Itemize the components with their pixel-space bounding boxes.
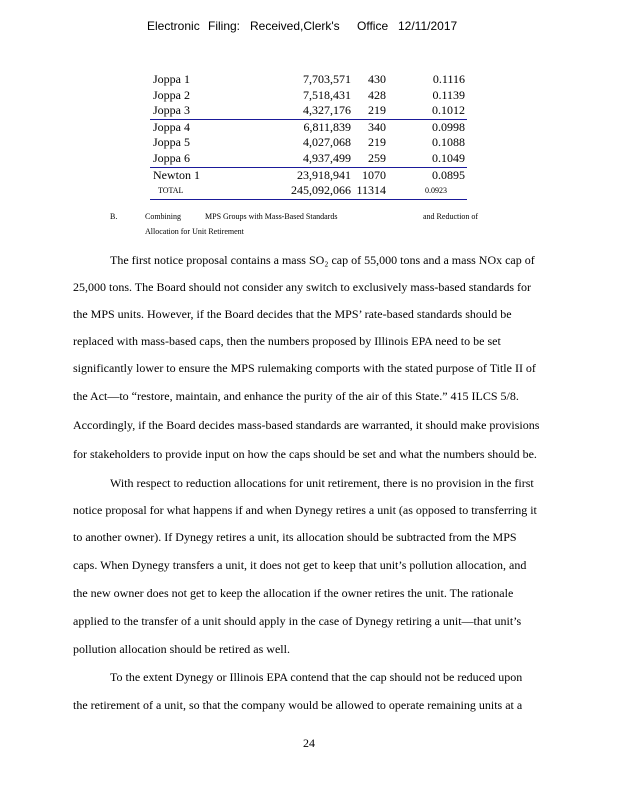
page-number: 24	[303, 736, 315, 750]
body-line: pollution allocation should be retired as well.	[73, 642, 290, 656]
header-electronic: Electronic	[147, 19, 200, 33]
table-row	[150, 103, 467, 119]
unit-name: Joppa 4	[153, 119, 190, 134]
unit-allocation-table	[150, 72, 467, 200]
unit-mw: 259	[368, 150, 386, 165]
table-row	[150, 72, 467, 88]
unit-mw: 219	[368, 103, 386, 118]
body-line: significantly lower to ensure the MPS rulemaking comports with the stated purpose of Title II of	[73, 361, 536, 375]
unit-tons: 4,937,499	[303, 150, 351, 165]
section-title-a: Combining	[145, 212, 182, 221]
body-line: To the extent Dynegy or Illinois EPA contend that the cap should not be reduced upon	[110, 670, 523, 684]
body-line: caps. When Dynegy transfers a unit, it does not get to keep that unit’s pollution allocation, and	[73, 558, 527, 572]
table-row	[150, 119, 467, 136]
unit-tons: 7,518,431	[303, 87, 351, 102]
body-line: the retirement of a unit, so that the company would be allowed to operate remaining units at a	[73, 698, 523, 712]
unit-rate: 0.1088	[432, 135, 465, 150]
body-line: notice proposal for what happens if and when Dynegy retires a unit (as opposed to transferring it	[73, 503, 537, 517]
unit-tons: 6,811,839	[303, 119, 351, 134]
table-row	[150, 151, 467, 167]
unit-tons: 4,027,068	[303, 135, 351, 150]
section-letter: B.	[110, 212, 118, 221]
body-line: for stakeholders to provide input on how the caps should be set and what the numbers should be.	[73, 447, 537, 461]
header-filing: Filing:	[208, 19, 241, 33]
body-line: replaced with mass-based caps, then the numbers proposed by Illinois EPA need to be set	[73, 334, 501, 348]
body-line: the MPS units. However, if the Board decides that the MPS’ rate-based standards should be	[73, 307, 512, 321]
header-received: Received,Clerk's	[250, 19, 340, 33]
body-line: Accordingly, if the Board decides mass-based standards are warranted, it should make provisions	[73, 418, 540, 432]
unit-mw: 430	[368, 72, 386, 86]
body-line: The first notice proposal contains a mass SO₂ cap of 55,000 tons and a mass NOx cap of	[110, 253, 535, 267]
body-line: to another owner). If Dynegy retires a unit, its allocation should be subtracted from the MPS	[73, 530, 517, 544]
body-line: the Act—to “restore, maintain, and enhance the purity of the air of this State.” 415 ILCS 5/8.	[73, 389, 519, 403]
unit-mw: 219	[368, 135, 386, 150]
unit-rate: 0.0998	[432, 119, 465, 134]
total-label: TOTAL	[158, 186, 184, 196]
unit-rate: 0.1049	[432, 150, 465, 165]
unit-mw: 428	[368, 87, 386, 102]
body-line: applied to the transfer of a unit should apply in the case of Dynegy retiring a unit—that unit’s	[73, 614, 522, 628]
header-date: 12/11/2017	[398, 19, 458, 33]
section-title-b: MPS Groups with Mass-Based Standards	[205, 212, 338, 221]
table-total-row	[150, 183, 467, 200]
unit-name: Joppa 6	[153, 150, 190, 165]
body-line: the new owner does not get to keep the allocation if the owner retires the unit. The rationale	[73, 586, 514, 600]
unit-rate: 0.1012	[432, 103, 465, 118]
unit-rate: 0.0895	[432, 167, 465, 182]
table-row	[150, 135, 467, 151]
unit-mw: 340	[368, 119, 386, 134]
unit-rate: 0.1139	[432, 87, 465, 102]
table-row	[150, 167, 467, 184]
body-line: With respect to reduction allocations for unit retirement, there is no provision in the first	[110, 476, 534, 490]
unit-name: Joppa 2	[153, 87, 190, 102]
total-mw: 11314	[356, 183, 386, 198]
body-line: 25,000 tons. The Board should not consider any switch to exclusively mass-based standards for	[73, 280, 532, 294]
section-title-line2: Allocation for Unit Retirement	[145, 227, 244, 236]
header-office: Office	[357, 19, 389, 33]
unit-rate: 0.1116	[432, 72, 465, 86]
unit-name: Joppa 1	[153, 72, 190, 86]
section-title-c: and Reduction of	[423, 212, 479, 221]
unit-mw: 1070	[362, 167, 386, 182]
total-tons: 245,092,066	[291, 183, 351, 198]
table-row	[150, 88, 467, 104]
unit-tons: 4,327,176	[303, 103, 351, 118]
unit-tons: 23,918,941	[297, 167, 351, 182]
unit-tons: 7,703,571	[303, 72, 351, 86]
total-rate: 0.0923	[425, 186, 447, 196]
unit-name: Joppa 3	[153, 103, 190, 118]
unit-name: Newton 1	[153, 167, 200, 182]
unit-name: Joppa 5	[153, 135, 190, 150]
